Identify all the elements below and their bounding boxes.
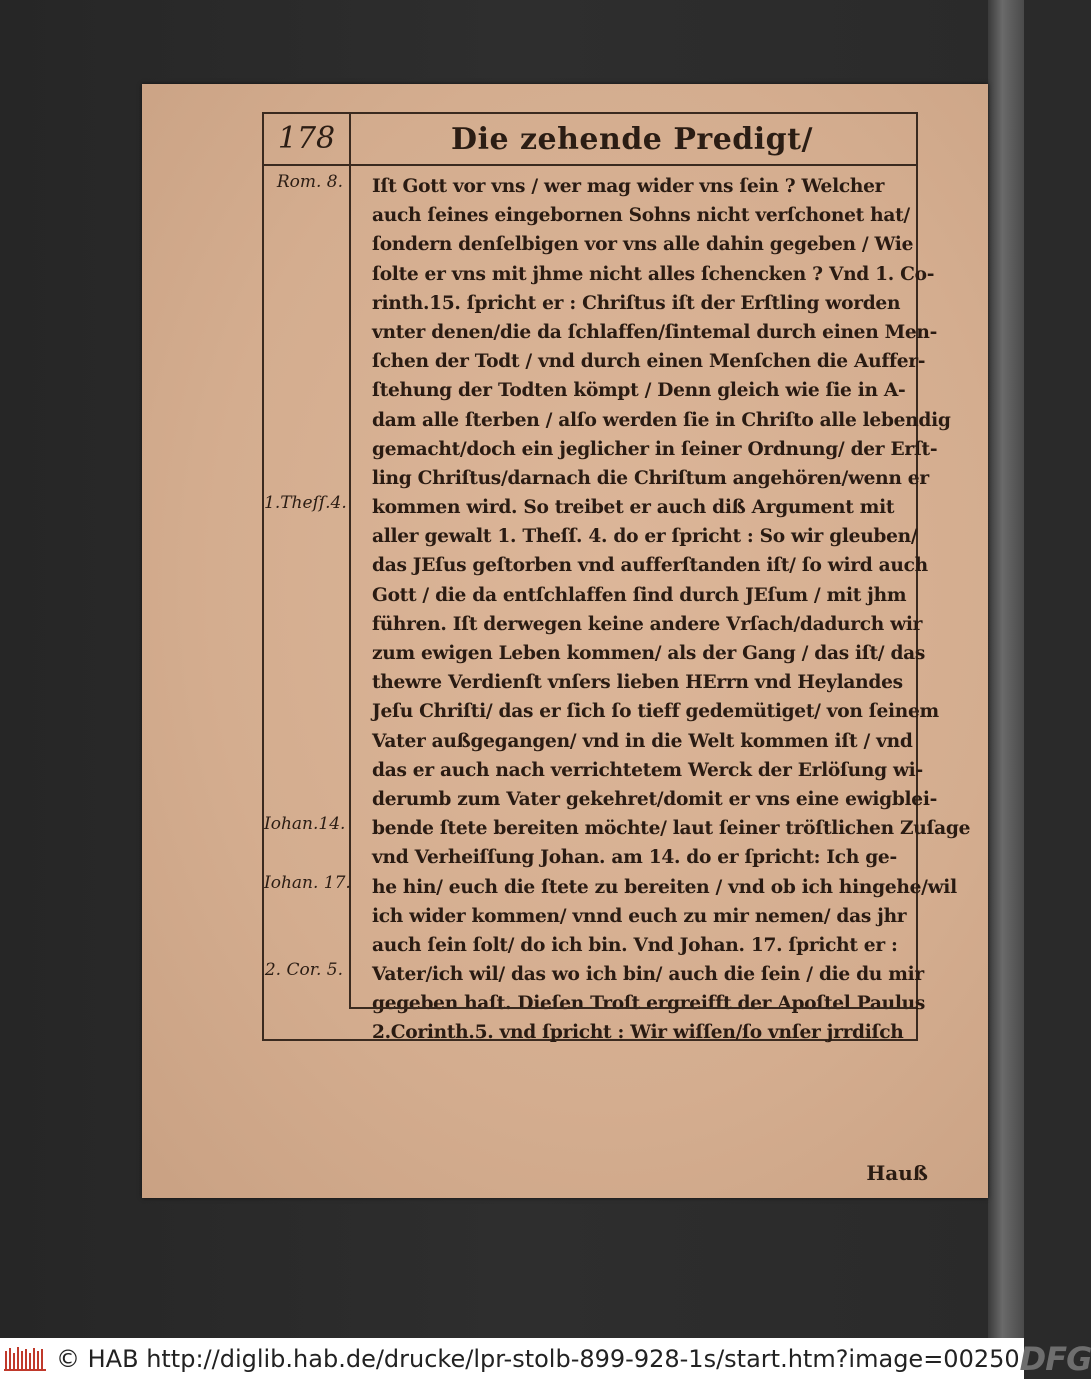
text-line: ſtehung der Todten kömpt / Denn gleich wie ſie in A- <box>372 380 906 402</box>
text-line: kommen wird. So treibet er auch diß Argument mit <box>372 497 895 519</box>
text-line: auch ſein ſolt/ do ich bin. Vnd Johan. 17. ſpricht er : <box>372 934 898 956</box>
footer-credit: © HAB http://diglib.hab.de/drucke/lpr-stolb-899-928-1s/start.htm?image=00250 <box>56 1344 1020 1373</box>
text-line: ſondern denſelbigen vor vns alle dahin gegeben / Wie <box>372 234 914 256</box>
page-header <box>264 114 916 166</box>
text-line: he hin/ euch die ſtete zu bereiten / vnd ob ich hingehe/wil <box>372 876 957 898</box>
text-line: derumb zum Vater gekehret/domit er vns eine ewigblei- <box>372 788 938 810</box>
text-line: ling Chriſtus/darnach die Chriſtum angehören/wenn er <box>372 467 929 489</box>
running-title: Die zehende Predigt/ <box>451 122 813 157</box>
text-line: Vater/ich wil/ das wo ich bin/ auch die ſein / die du mir <box>372 964 924 986</box>
text-line: zum ewigen Leben kommen/ als der Gang / das iſt/ das <box>372 643 926 664</box>
body-text <box>372 172 971 1048</box>
marginal-note: 1.Theſſ.4. <box>264 493 347 514</box>
dfg-logo: DFG <box>1019 1339 1091 1378</box>
text-line: vnter denen/die da ſchlaffen/ſintemal durch einen Men- <box>372 321 938 343</box>
text-line: 2.Corinth.5. vnd ſpricht : Wir wiſſen/ſo vnſer jrrdiſch <box>372 1022 904 1044</box>
text-frame <box>262 112 971 1044</box>
footer-bar <box>0 1338 1091 1379</box>
text-line: vnd Verheiſſung Johan. am 14. do er ſpricht: Ich ge- <box>372 847 897 869</box>
book-page <box>142 84 988 1198</box>
text-line: Vater außgegangen/ vnd in die Welt kommen iſt / vnd <box>372 730 913 752</box>
text-line: gegeben haſt. Dieſen Troſt ergreifft der Apoſtel Paulus <box>372 993 926 1015</box>
text-line: ſchen der Todt / vnd durch einen Menſchen die Auffer- <box>372 351 926 373</box>
text-line: auch ſeines eingebornen Sohns nicht verſchonet hat/ <box>372 205 910 227</box>
bottom-rule <box>349 1007 916 1009</box>
text-line: Gott / die da entſchlaffen ſind durch JEſum / mit jhm <box>372 584 907 606</box>
page-number: 178 <box>264 114 351 164</box>
marginal-note: Iohan.14. <box>264 814 346 835</box>
text-line: das JEſus geſtorben vnd aufferſtanden iſt/ ſo wird auch <box>372 555 928 577</box>
text-line: führen. Iſt derwegen keine andere Vrſach/dadurch wir <box>372 613 923 635</box>
next-page-edge <box>988 0 1024 1338</box>
catchword: Hauß <box>866 1161 928 1185</box>
hab-logo-icon <box>4 1344 48 1374</box>
text-line: Iſt Gott vor vns / wer mag wider vns ſein ? Welcher <box>372 176 885 197</box>
text-line: thewre Verdienſt vnſers lieben HErrn vnd Heylandes <box>372 672 903 694</box>
marginal-note: 2. Cor. 5. <box>264 960 343 981</box>
text-line: rinth.15. ſpricht er : Chriſtus iſt der Erſtling worden <box>372 292 901 314</box>
text-line: das er auch nach verrichtetem Werck der Erlöſung wi- <box>372 759 923 781</box>
text-line: ich wider kommen/ vnnd euch zu mir nemen/ das jhr <box>372 905 907 927</box>
text-line: bende ſtete bereiten möchte/ laut ſeiner tröſtlichen Zuſage <box>372 818 971 840</box>
text-line: gemacht/doch ein jeglicher in ſeiner Ordnung/ der Erſt- <box>372 438 938 460</box>
text-line: aller gewalt 1. Theſſ. 4. do er ſpricht : So wir gleuben/ <box>372 526 918 548</box>
text-line: ſolte er vns mit jhme nicht alles ſchencken ? Vnd 1. Co- <box>372 263 935 285</box>
margin-column <box>264 164 351 1007</box>
text-line: dam alle ſterben / alſo werden ſie in Chriſto alle lebendig <box>372 409 951 431</box>
marginal-note: Rom. 8. <box>276 172 343 192</box>
marginal-note: Iohan. 17. <box>264 872 351 893</box>
text-line: Jeſu Chriſti/ das er ſich ſo tieff gedemütiget/ von ſeinem <box>372 701 939 723</box>
